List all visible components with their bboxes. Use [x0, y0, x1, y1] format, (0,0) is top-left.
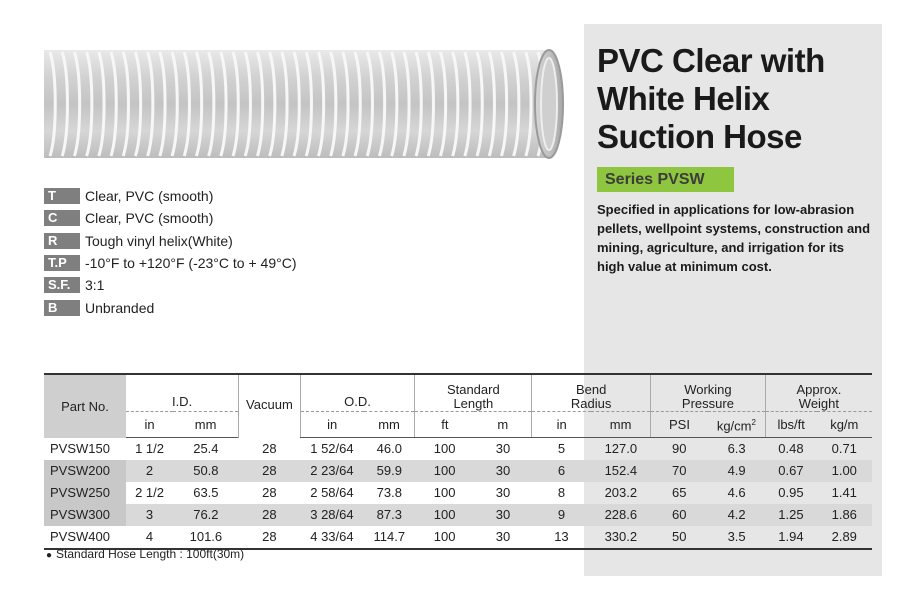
vacuum-header: Vacuum	[239, 374, 300, 438]
hose-spec-table	[44, 373, 872, 550]
unit-id-mm: mm	[173, 412, 239, 438]
unit-bend-mm: mm	[591, 412, 650, 438]
unit-bend-in: in	[532, 412, 591, 438]
spec-value: Clear, PVC (smooth)	[85, 210, 214, 227]
cell-od-in: 3 28/64	[300, 504, 364, 526]
spec-code: S.F.	[44, 277, 80, 293]
unit-od-mm: mm	[364, 412, 415, 438]
spec-reinforcement	[44, 230, 296, 252]
cell-id-in: 2	[126, 460, 173, 482]
table-row	[44, 526, 872, 549]
cell-kgm: 2.89	[817, 526, 872, 549]
cell-lbsft: 1.94	[765, 526, 816, 549]
spec-value: -10°F to +120°F (-23°C to + 49°C)	[85, 255, 297, 272]
cell-vacuum: 28	[239, 504, 300, 526]
cell-od-in: 2 58/64	[310, 485, 354, 501]
cell-bend-mm: 203.2	[604, 485, 638, 501]
spec-value: Tough vinyl helix(White)	[85, 232, 233, 249]
cell-kgm: 0.71	[831, 441, 857, 457]
cell-id-in: 4	[126, 526, 173, 549]
unit-kgcm-exponent: 2	[751, 418, 756, 427]
unit-length-ft: ft	[415, 412, 474, 438]
cell-bend-in: 6	[532, 460, 591, 482]
table-row	[44, 504, 872, 526]
cell-vacuum: 28	[262, 485, 277, 501]
hose-product-image	[44, 44, 564, 164]
cell-psi: 50	[651, 526, 708, 549]
cell-od-mm: 114.7	[364, 526, 415, 549]
page-title	[597, 42, 877, 156]
cell-kgm: 1.86	[817, 504, 872, 526]
spec-tube	[44, 185, 296, 207]
spec-branding	[44, 296, 296, 318]
part-number: PVSW400	[44, 526, 126, 549]
cell-od-in: 2 23/64	[300, 460, 364, 482]
cell-vacuum: 28	[239, 526, 300, 549]
table-row	[44, 438, 872, 461]
cell-lbsft: 0.67	[765, 460, 816, 482]
table-row	[44, 482, 872, 504]
cell-lbsft: 0.48	[778, 441, 804, 457]
cell-bend-mm: 228.6	[591, 504, 650, 526]
cell-id-in: 1 1/2	[135, 441, 164, 457]
spec-safety-factor	[44, 274, 296, 296]
unit-od-in: in	[300, 412, 364, 438]
part-number: PVSW300	[44, 504, 126, 526]
spec-list	[44, 185, 296, 319]
cell-kgcm: 4.9	[708, 460, 765, 482]
cell-bend-mm: 330.2	[591, 526, 650, 549]
product-description: Specified in applications for low-abrasion pellets, wellpoint systems, construction and mining, agriculture, and irrigation for its high value at minimum cost.	[597, 202, 871, 274]
working-pressure-header: Working Pressure	[651, 374, 766, 412]
cell-id-mm: 76.2	[173, 504, 239, 526]
cell-lbsft: 1.25	[765, 504, 816, 526]
cell-vacuum: 28	[262, 441, 277, 457]
cell-vacuum: 28	[239, 460, 300, 482]
title-line-1: PVC Clear with	[597, 42, 825, 79]
cell-psi: 65	[672, 485, 687, 501]
part-number: PVSW250	[44, 482, 126, 504]
cell-id-in: 3	[126, 504, 173, 526]
od-header: O.D.	[300, 374, 415, 412]
part-number-header: Part No.	[44, 374, 126, 438]
cell-m: 30	[474, 460, 531, 482]
spec-value: Unbranded	[85, 299, 155, 316]
spec-code: B	[44, 300, 80, 316]
spec-temperature	[44, 252, 296, 274]
footnote	[46, 547, 244, 561]
length-header: Standard Length	[415, 374, 532, 412]
cell-lbsft: 0.95	[778, 485, 804, 501]
title-line-2: White Helix	[597, 80, 770, 117]
cell-od-mm: 87.3	[364, 504, 415, 526]
cell-psi: 60	[651, 504, 708, 526]
title-line-3: Suction Hose	[597, 118, 802, 155]
cell-id-mm: 25.4	[193, 441, 219, 457]
cell-ft: 100	[415, 526, 474, 549]
cell-ft: 100	[415, 460, 474, 482]
cell-ft: 100	[433, 485, 456, 501]
cell-bend-in: 9	[532, 504, 591, 526]
cell-od-in: 1 52/64	[310, 441, 354, 457]
cell-m: 30	[474, 526, 531, 549]
cell-id-in: 2 1/2	[135, 485, 164, 501]
unit-lbs-ft: lbs/ft	[765, 412, 816, 438]
cell-m: 30	[474, 504, 531, 526]
footnote-text: Standard Hose Length : 100ft(30m)	[56, 547, 245, 561]
cell-id-mm: 63.5	[193, 485, 219, 501]
unit-id-in: in	[126, 412, 173, 438]
unit-psi: PSI	[651, 412, 708, 438]
spec-code: T	[44, 188, 80, 204]
cell-kgcm: 6.3	[727, 441, 746, 457]
unit-length-m: m	[474, 412, 531, 438]
cell-bend-in: 13	[532, 526, 591, 549]
cell-psi: 70	[651, 460, 708, 482]
cell-m: 30	[495, 485, 511, 501]
spec-code: T.P	[44, 255, 80, 271]
unit-kg-m: kg/m	[817, 412, 872, 438]
cell-m: 30	[495, 441, 511, 457]
cell-bend-in: 8	[557, 485, 566, 501]
cell-od-mm: 73.8	[376, 485, 402, 501]
spec-code: R	[44, 233, 80, 249]
spec-value: 3:1	[85, 277, 105, 294]
spec-value: Clear, PVC (smooth)	[85, 188, 214, 205]
cell-od-mm: 46.0	[376, 441, 402, 457]
spec-code: C	[44, 210, 80, 226]
series-badge: Series PVSW	[597, 167, 734, 192]
id-header: I.D.	[126, 374, 239, 412]
cell-bend-mm: 127.0	[604, 441, 638, 457]
cell-psi: 90	[672, 441, 687, 457]
bend-radius-header: Bend Radius	[532, 374, 651, 412]
weight-header: Approx. Weight	[765, 374, 872, 412]
cell-kgcm: 4.2	[708, 504, 765, 526]
unit-kgcm-base: kg/cm	[716, 418, 752, 434]
cell-od-in: 4 33/64	[300, 526, 364, 549]
part-number: PVSW150	[44, 438, 126, 461]
part-number: PVSW200	[44, 460, 126, 482]
spec-cover	[44, 207, 296, 229]
cell-kgm: 1.41	[831, 485, 857, 501]
cell-od-mm: 59.9	[364, 460, 415, 482]
cell-kgcm: 3.5	[708, 526, 765, 549]
cell-bend-mm: 152.4	[591, 460, 650, 482]
cell-kgm: 1.00	[817, 460, 872, 482]
table-row	[44, 460, 872, 482]
cell-id-mm: 101.6	[173, 526, 239, 549]
cell-bend-in: 5	[557, 441, 566, 457]
cell-ft: 100	[433, 441, 456, 457]
cell-ft: 100	[415, 504, 474, 526]
cell-kgcm: 4.6	[727, 485, 746, 501]
bullet-icon: ●	[46, 550, 53, 561]
cell-id-mm: 50.8	[173, 460, 239, 482]
unit-kgcm	[708, 412, 765, 438]
